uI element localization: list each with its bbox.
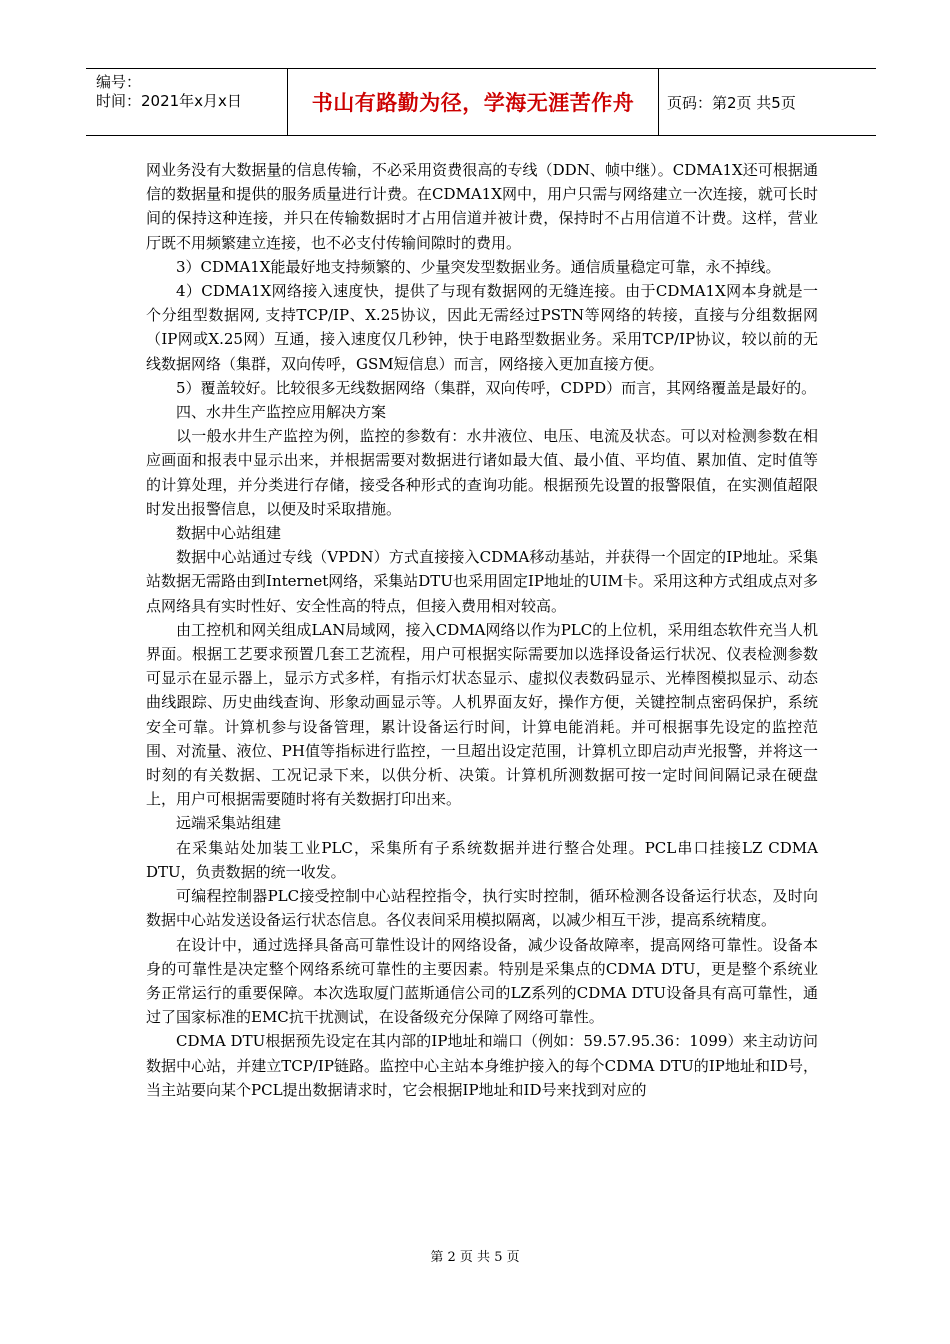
paragraph: 3）CDMA1X能最好地支持频繁的、少量突发型数据业务。通信质量稳定可靠，永不掉线。	[176, 257, 781, 276]
paragraph: 在设计中，通过选择具备高可靠性设计的网络设备，减少设备故障率，提高网络可靠性。设备本身的可靠性是决定整个网络系统可靠性的主要因素。特别是采集点的CDMA DTU，更是整个系统业务正常运行的重要保障。本次选取厦门蓝斯通信公司的LZ系列的CDMA DTU设备具有高可靠性，通过了国家标准的EMC抗干扰测试，在设备级充分保障了网络可靠性。	[146, 935, 818, 1027]
paragraph: 可编程控制器PLC接受控制中心站程控指令，执行实时控制，循环检测各设备运行状态，及时向数据中心站发送设备运行状态信息。各仪表间采用模拟隔离，以减少相互干涉，提高系统精度。	[146, 887, 818, 930]
paragraph: 在采集站处加装工业PLC，采集所有子系统数据并进行整合处理。PCL串口挂接LZ CDMA DTU，负责数据的统一收发。	[146, 838, 818, 881]
paragraph: 远端采集站组建	[176, 814, 282, 833]
paragraph: 数据中心站通过专线（VPDN）方式直接接入CDMA移动基站，并获得一个固定的IP地址。采集站数据无需路由到Internet网络，采集站DTU也采用固定IP地址的UIM卡。采用这种方式组成点对多点网络具有实时性好、安全性高的特点，但接入费用相对较高。	[146, 548, 818, 615]
paragraph: 5）覆盖较好。比较很多无线数据网络（集群，双向传呼，CDPD）而言，其网络覆盖是最好的。	[176, 378, 817, 397]
page-footer: 第 2 页 共 5 页	[430, 1250, 520, 1265]
header-motto: 书山有路勤为径，学海无涯苦作舟	[287, 69, 659, 135]
paragraph: 4）CDMA1X网络接入速度快，提供了与现有数据网的无缝连接。由于CDMA1X网本身就是一个分组型数据网, 支持TCP/IP、X.25协议，因此无需经过PSTN等网络的转接，直接与分组数据网（IP网或X.25网）互通，接入速度仅几秒钟，快于电路型数据业务。采用TCP/IP协议，较以前的无线数据网络（集群，双向传呼，GSM短信息）而言，网络接入更加直接方便。	[146, 282, 818, 373]
document-time-label: 时间：2021年x月x日	[96, 92, 242, 110]
paragraph: 数据中心站组建	[176, 524, 282, 543]
paragraph: 四、水井生产监控应用解决方案	[176, 403, 387, 422]
document-body	[146, 158, 818, 1102]
paragraph: 由工控机和网关组成LAN局域网，接入CDMA网络以作为PLC的上位机，采用组态软件充当人机界面。根据工艺要求预置几套工艺流程，用户可根据实际需要加以选择设备运行状况、仪表检测参数可显示在显示器上，显示方式多样，有指示灯状态显示、虚拟仪表数码显示、光棒图模拟显示、动态曲线跟踪、历史曲线查询、形象动画显示等。人机界面友好，操作方便，关键控制点密码保护，系统安全可靠。计算机参与设备管理，累计设备运行时间，计算电能消耗。并可根据事先设定的监控范围、对流量、液位、PH值等指标进行监控，一旦超出设定范围，计算机立即启动声光报警，并将这一时刻的有关数据、工况记录下来，以供分析、决策。计算机所测数据可按一定时间间隔记录在硬盘上，用户可根据需要随时将有关数据打印出来。	[146, 620, 818, 809]
header-page-number: 页码：第2页 共5页	[667, 93, 796, 112]
header-meta	[86, 69, 287, 135]
paragraph: CDMA DTU根据预先设定在其内部的IP地址和端口（例如：59.57.95.36：1099）来主动访问数据中心站，并建立TCP/IP链路。监控中心主站本身维护接入的每个CDMA DTU的IP地址和ID号，当主站要向某个PCL提出数据请求时，它会根据IP地址和ID号来找到对应的	[146, 1032, 818, 1099]
document-number-label: 编号：	[96, 73, 142, 91]
paragraph: 以一般水井生产监控为例，监控的参数有：水井液位、电压、电流及状态。可以对检测参数在相应画面和报表中显示出来，并根据需要对数据进行诸如最大值、最小值、平均值、累加值、定时值等的计算处理，并分类进行存储，接受各种形式的查询功能。根据预先设置的报警限值，在实测值超限时发出报警信息，以便及时采取措施。	[146, 427, 818, 518]
paragraph: 网业务没有大数据量的信息传输，不必采用资费很高的专线（DDN、帧中继）。CDMA1X还可根据通信的数据量和提供的服务质量进行计费。在CDMA1X网中，用户只需与网络建立一次连接，就可长时间的保持这种连接，并只在传输数据时才占用信道并被计费，保持时不占用信道不计费。这样，营业厅既不用频繁建立连接，也不必支付传输间隙时的费用。	[146, 161, 818, 252]
header-table	[86, 68, 876, 136]
